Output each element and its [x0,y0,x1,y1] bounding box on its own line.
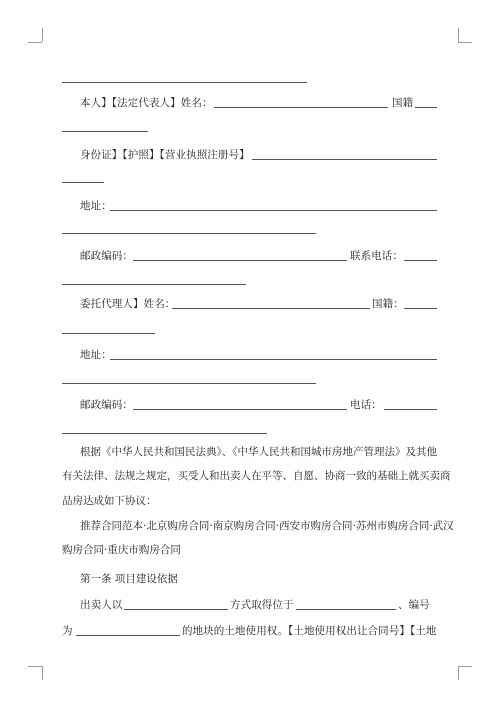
parcel-number-field[interactable] [76,635,180,636]
agent-postcode-label: 邮政编码： [80,399,133,411]
article-1-number-text: 、编号 [398,599,430,611]
agent-address-field-continued[interactable] [62,383,316,384]
contact-phone-label: 联系电话： [350,250,403,262]
article-1-seller-text: 出卖人以 [80,599,123,611]
agent-address-field[interactable] [110,359,437,360]
principal-name-label: 本人】【法定代表人】姓名： [80,97,213,109]
address-label: 地址： [80,200,112,212]
basis-paragraph-line-1: 根据《中华人民共和国民法典》、《中华人民共和国城市房地产管理法》及其他 [80,446,437,458]
id-label: 身份证】【护照】【营业执照注册号】 [80,149,250,161]
crop-mark-top-right-horizontal [458,42,472,43]
agent-phone-field[interactable] [384,409,437,410]
agent-postcode-field[interactable] [133,409,347,410]
crop-mark-top-left-horizontal [28,42,42,43]
agent-phone-field-continued[interactable] [62,433,267,434]
article-1-land-text: 的地块的土地使用权。【土地使用权出让合同号】【土地 [182,625,437,637]
basis-paragraph-line-3: 品房达成如下协议： [62,495,157,507]
id-field[interactable] [252,159,437,160]
address-field-continued[interactable] [62,233,316,234]
postcode-label: 邮政编码： [80,250,133,262]
article-1-title: 第一条 项目建设依据 [80,573,178,585]
nationality-field[interactable] [415,107,437,108]
id-field-continued[interactable] [62,182,104,183]
recommend-line-2[interactable]: 购房合同·重庆市购房合同 [62,544,181,556]
crop-mark-bottom-left-vertical [42,666,43,680]
article-1-as-text: 为 [62,625,73,637]
crop-mark-bottom-left-horizontal [28,666,42,667]
crop-mark-bottom-right-horizontal [458,666,472,667]
crop-mark-top-right-vertical [458,28,459,42]
recommend-line-1[interactable]: 推荐合同范本·北京购房合同·南京购房合同·西安市购房合同·苏州市购房合同·武汉 [80,520,454,532]
article-1-method-text: 方式取得位于 [230,599,294,611]
agent-phone-label: 电话： [350,399,382,411]
location-field[interactable] [296,609,396,610]
blank-line-top [62,82,307,83]
nationality-label: 国籍 [392,97,414,109]
contact-phone-field[interactable] [404,260,437,261]
contact-phone-field-continued[interactable] [62,284,246,285]
agent-name-field[interactable] [172,308,370,309]
basis-paragraph-line-2: 有关法律、法规之规定，买受人和出卖人在平等、自愿、协商一致的基础上就买卖商 [62,470,451,482]
crop-mark-top-left-vertical [42,28,43,42]
postcode-field[interactable] [133,260,347,261]
agent-nationality-label: 国籍： [372,298,404,310]
address-field[interactable] [110,210,437,211]
agent-address-label: 地址： [80,349,112,361]
crop-mark-bottom-right-vertical [458,666,459,680]
agent-nationality-field-continued[interactable] [62,333,155,334]
principal-name-field[interactable] [214,107,388,108]
agent-nationality-field[interactable] [404,308,437,309]
acquisition-method-field[interactable] [124,609,228,610]
agent-name-label: 委托代理人】姓名： [80,298,176,310]
nationality-field-continued[interactable] [62,131,148,132]
